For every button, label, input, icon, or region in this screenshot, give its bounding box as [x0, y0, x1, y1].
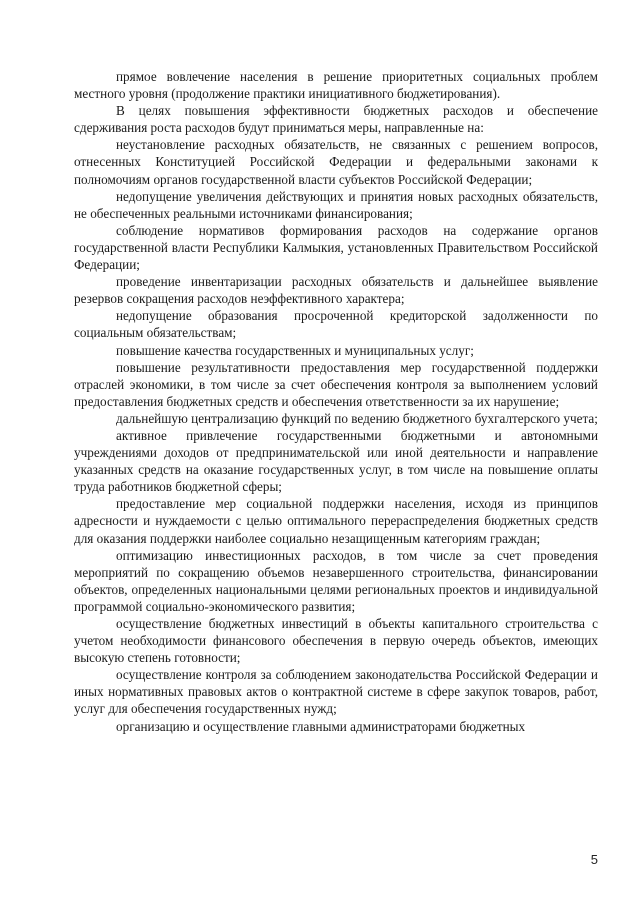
paragraph-5: соблюдение нормативов формирования расходов на содержание органов государственной власти Республики Калмыкия, установленных Правительством Российской Федерации; — [74, 222, 598, 273]
paragraph-16: организацию и осуществление главными администраторами бюджетных — [116, 718, 526, 734]
paragraph-12: предоставление мер социальной поддержки населения, исходя из принципов адресности и нуждаемости с целью оптимального перераспределения бюджетных средств для оказания поддержки наиболее социально незащищенным категориям граждан; — [74, 496, 598, 546]
paragraph-13: оптимизацию инвестиционных расходов, в том числе за счет проведения мероприятий по сокращению объемов незавершенного строительства, финансировании объектов, определенных национальными целями региональных проектов и индивидуальной программой социально-экономического развития; — [74, 547, 598, 614]
paragraph-3: неустановление расходных обязательств, не связанных с решением вопросов, отнесенных Конституцией Российской Федерации и федеральными законами к полномочиям органов государственной власти субъектов Российской Федерации; — [74, 137, 598, 187]
paragraph-7: недопущение образования просроченной кредиторской задолженности по социальным обязательствам; — [74, 308, 598, 341]
paragraph-6: проведение инвентаризации расходных обязательств и дальнейшее выявление резервов сокращения расходов неэффективного характера; — [74, 274, 598, 307]
document-body — [74, 68, 598, 735]
paragraph-15: осуществление контроля за соблюдением законодательства Российской Федерации и иных нормативных правовых актов о контрактной системе в сфере закупок товаров, работ, услуг для обеспечения государственных нужд; — [74, 667, 598, 717]
paragraph-14: осуществление бюджетных инвестиций в объекты капитального строительства с учетом необходимости финансового обеспечения в первую очередь объектов, имеющих высокую степень готовности; — [74, 616, 598, 666]
page-number: 5 — [590, 852, 598, 867]
paragraph-4: недопущение увеличения действующих и принятия новых расходных обязательств, не обеспеченных реальными источниками финансирования; — [74, 188, 598, 221]
paragraph-11: активное привлечение государственными бюджетными и автономными учреждениями доходов от предпринимательской или иной деятельности и направление указанных средств на оказание государственных услуг, в том числе на повышение оплаты труда работников бюджетной сферы; — [74, 427, 598, 495]
paragraph-9: повышение результативности предоставления мер государственной поддержки отраслей экономики, в том числе за счет обеспечения контроля за выполнением условий предоставления бюджетных средств и обеспечения ответственности за их нарушение; — [74, 359, 598, 409]
paragraph-10: дальнейшую централизацию функций по ведению бюджетного бухгалтерского учета; — [116, 410, 598, 426]
paragraph-2: В целях повышения эффективности бюджетных расходов и обеспечение сдерживания роста расходов будут приниматься меры, направленные на: — [74, 103, 598, 136]
paragraph-8: повышение качества государственных и муниципальных услуг; — [116, 342, 474, 358]
paragraph-1: прямое вовлечение населения в решение приоритетных социальных проблем местного уровня (продолжение практики инициативного бюджетирования). — [74, 69, 598, 102]
